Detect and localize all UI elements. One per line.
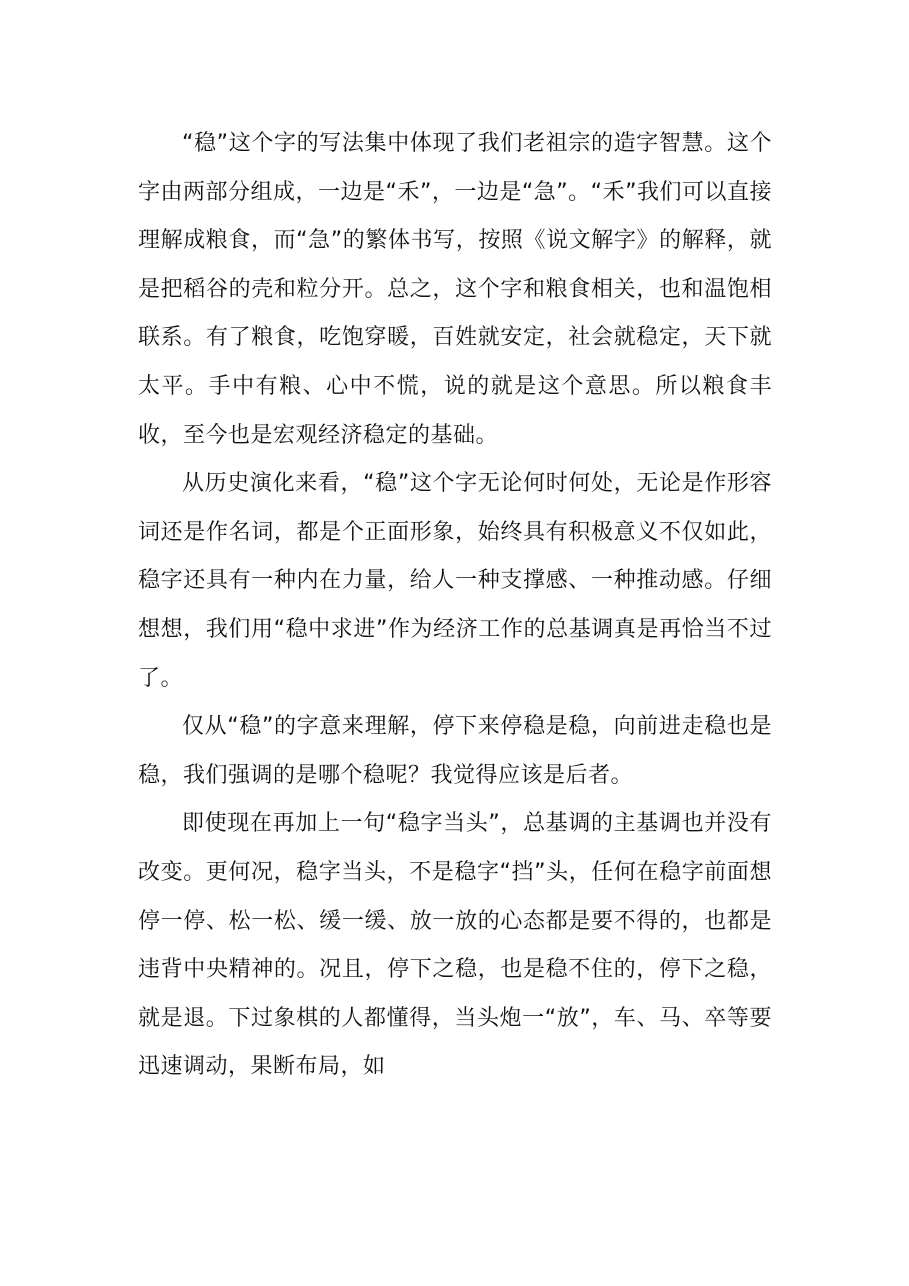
- document-body: [138, 120, 772, 1092]
- paragraph-1: “稳”这个字的写法集中体现了我们老祖宗的造字智慧。这个字由两部分组成，一边是“禾”，一边是“急”。“禾”我们可以直接理解成粮食，而“急”的繁体书写，按照《说文解字》的解释，就是把稻谷的壳和粒分开。总之，这个字和粮食相关，也和温饱相联系。有了粮食，吃饱穿暖，百姓就安定，社会就稳定，天下就太平。手中有粮、心中不慌，说的就是这个意思。所以粮食丰收，至今也是宏观经济稳定的基础。: [138, 131, 772, 448]
- paragraph-3: 仅从“稳”的字意来理解，停下来停稳是稳，向前进走稳也是稳，我们强调的是哪个稳呢？我觉得应该是后者。: [138, 714, 772, 788]
- paragraph-2: 从历史演化来看，“稳”这个字无论何时何处，无论是作形容词还是作名词，都是个正面形象，始终具有积极意义不仅如此，稳字还具有一种内在力量，给人一种支撑感、一种推动感。仔细想想，我们用“稳中求进”作为经济工作的总基调真是再恰当不过了。: [138, 471, 772, 691]
- paragraph-4: 即使现在再加上一句“稳字当头”，总基调的主基调也并没有改变。更何况，稳字当头，不是稳字“挡”头，任何在稳字前面想停一停、松一松、缓一缓、放一放的心态都是要不得的，也都是违背中央精神的。况且，停下之稳，也是稳不住的，停下之稳，就是退。下过象棋的人都懂得，当头炮一“放”，车、马、卒等要迅速调动，果断布局，如: [138, 811, 772, 1080]
